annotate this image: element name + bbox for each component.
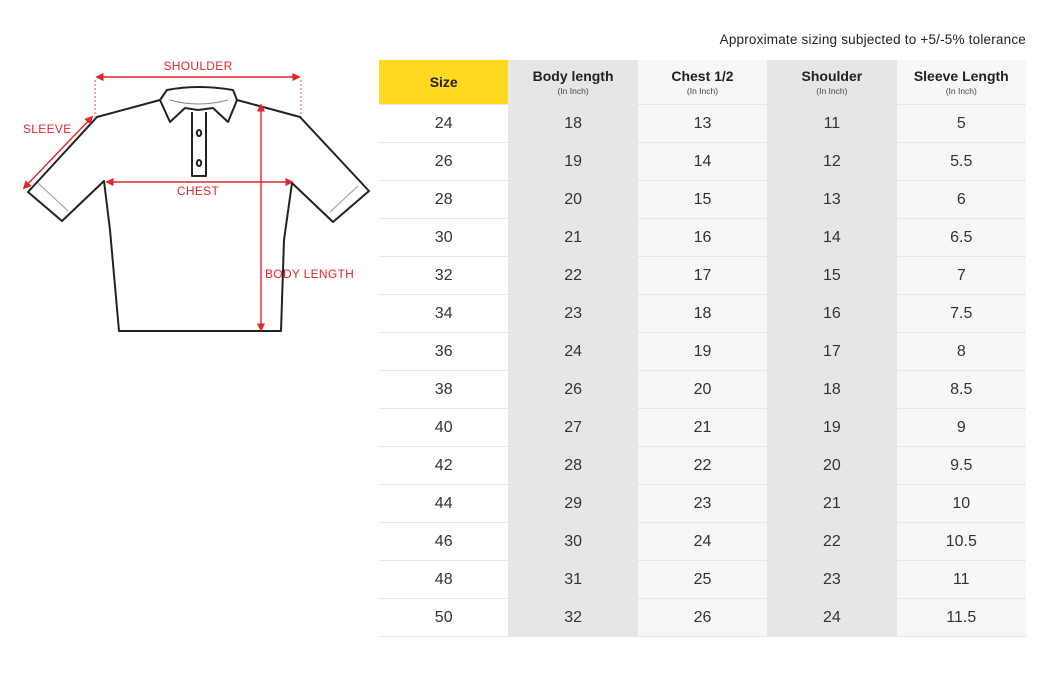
header-label: Shoulder — [801, 68, 863, 84]
chest-cell: 14 — [638, 143, 767, 181]
sleeve-length-cell: 8.5 — [897, 371, 1026, 409]
table-row — [379, 295, 1026, 333]
shoulder-cell: 15 — [767, 257, 896, 295]
table-row — [379, 599, 1026, 637]
size-cell: 40 — [379, 409, 508, 447]
body-length-cell: 26 — [508, 371, 637, 409]
shoulder-cell: 16 — [767, 295, 896, 333]
polo-shirt-outline — [28, 87, 369, 331]
body-length-cell: 24 — [508, 333, 637, 371]
size-cell: 46 — [379, 523, 508, 561]
header-chest — [638, 60, 767, 105]
body-length-cell: 19 — [508, 143, 637, 181]
shirt-diagram — [0, 50, 380, 350]
shoulder-cell: 12 — [767, 143, 896, 181]
sleeve-length-cell: 10.5 — [897, 523, 1026, 561]
shoulder-cell: 19 — [767, 409, 896, 447]
header-unit: (In Inch) — [816, 86, 848, 96]
table-row — [379, 143, 1026, 181]
body-length-cell: 31 — [508, 561, 637, 599]
sleeve-length-cell: 9 — [897, 409, 1026, 447]
size-cell: 38 — [379, 371, 508, 409]
table-row — [379, 105, 1026, 143]
size-cell: 36 — [379, 333, 508, 371]
body-length-cell: 27 — [508, 409, 637, 447]
shoulder-cell: 22 — [767, 523, 896, 561]
body-length-label: BODY LENGTH — [265, 267, 355, 281]
body-length-cell: 22 — [508, 257, 637, 295]
table-row — [379, 371, 1026, 409]
shoulder-cell: 24 — [767, 599, 896, 637]
header-shoulder — [767, 60, 896, 105]
chest-cell: 13 — [638, 105, 767, 143]
guide-lines — [95, 80, 301, 117]
size-cell: 28 — [379, 181, 508, 219]
table-row — [379, 523, 1026, 561]
shoulder-cell: 21 — [767, 485, 896, 523]
body-length-cell: 30 — [508, 523, 637, 561]
shoulder-cell: 17 — [767, 333, 896, 371]
body-length-cell: 20 — [508, 181, 637, 219]
header-row — [379, 60, 1026, 105]
header-unit: (In Inch) — [945, 86, 977, 96]
chest-cell: 22 — [638, 447, 767, 485]
size-cell: 44 — [379, 485, 508, 523]
chest-cell: 23 — [638, 485, 767, 523]
size-cell: 30 — [379, 219, 508, 257]
header-size — [379, 60, 508, 105]
size-cell: 34 — [379, 295, 508, 333]
table-body — [379, 105, 1026, 637]
sleeve-label: SLEEVE — [23, 122, 72, 136]
sleeve-length-cell: 6 — [897, 181, 1026, 219]
body-length-cell: 28 — [508, 447, 637, 485]
table-row — [379, 257, 1026, 295]
size-cell: 32 — [379, 257, 508, 295]
sleeve-length-cell: 9.5 — [897, 447, 1026, 485]
body-length-cell: 32 — [508, 599, 637, 637]
header-body-length — [508, 60, 637, 105]
chest-cell: 18 — [638, 295, 767, 333]
sleeve-length-cell: 5 — [897, 105, 1026, 143]
table-row — [379, 485, 1026, 523]
header-sleeve-length — [897, 60, 1026, 105]
table-row — [379, 219, 1026, 257]
chest-cell: 19 — [638, 333, 767, 371]
sleeve-length-cell: 5.5 — [897, 143, 1026, 181]
sleeve-length-cell: 8 — [897, 333, 1026, 371]
body-length-cell: 21 — [508, 219, 637, 257]
chest-cell: 17 — [638, 257, 767, 295]
header-label: Sleeve Length — [913, 68, 1009, 84]
body-length-cell: 23 — [508, 295, 637, 333]
sleeve-length-cell: 11 — [897, 561, 1026, 599]
chest-cell: 15 — [638, 181, 767, 219]
shoulder-cell: 13 — [767, 181, 896, 219]
chest-cell: 21 — [638, 409, 767, 447]
size-cell: 24 — [379, 105, 508, 143]
sleeve-length-cell: 7.5 — [897, 295, 1026, 333]
size-cell: 42 — [379, 447, 508, 485]
header-label: Chest 1/2 — [671, 68, 734, 84]
chest-cell: 25 — [638, 561, 767, 599]
body-length-cell: 18 — [508, 105, 637, 143]
size-cell: 48 — [379, 561, 508, 599]
table-row — [379, 181, 1026, 219]
table-row — [379, 409, 1026, 447]
header-label: Body length — [532, 68, 614, 84]
header-unit: (In Inch) — [686, 86, 719, 96]
header-unit: (In Inch) — [557, 86, 589, 96]
chest-cell: 20 — [638, 371, 767, 409]
size-cell: 50 — [379, 599, 508, 637]
body-length-cell: 29 — [508, 485, 637, 523]
sleeve-length-cell: 7 — [897, 257, 1026, 295]
table-row — [379, 447, 1026, 485]
shoulder-cell: 20 — [767, 447, 896, 485]
chest-cell: 16 — [638, 219, 767, 257]
size-cell: 26 — [379, 143, 508, 181]
header-label: Size — [429, 74, 458, 90]
shirt-svg — [0, 50, 380, 350]
shoulder-cell: 18 — [767, 371, 896, 409]
sleeve-length-cell: 10 — [897, 485, 1026, 523]
chest-cell: 26 — [638, 599, 767, 637]
sleeve-length-cell: 6.5 — [897, 219, 1026, 257]
shoulder-cell: 23 — [767, 561, 896, 599]
table-row — [379, 561, 1026, 599]
chest-cell: 24 — [638, 523, 767, 561]
shoulder-cell: 11 — [767, 105, 896, 143]
tolerance-note: Approximate sizing subjected to +5/-5% tolerance — [719, 32, 1026, 47]
chest-label: CHEST — [176, 184, 220, 198]
shoulder-cell: 14 — [767, 219, 896, 257]
size-chart-table — [379, 60, 1026, 637]
sleeve-length-cell: 11.5 — [897, 599, 1026, 637]
table-row — [379, 333, 1026, 371]
shoulder-label: SHOULDER — [163, 59, 233, 73]
